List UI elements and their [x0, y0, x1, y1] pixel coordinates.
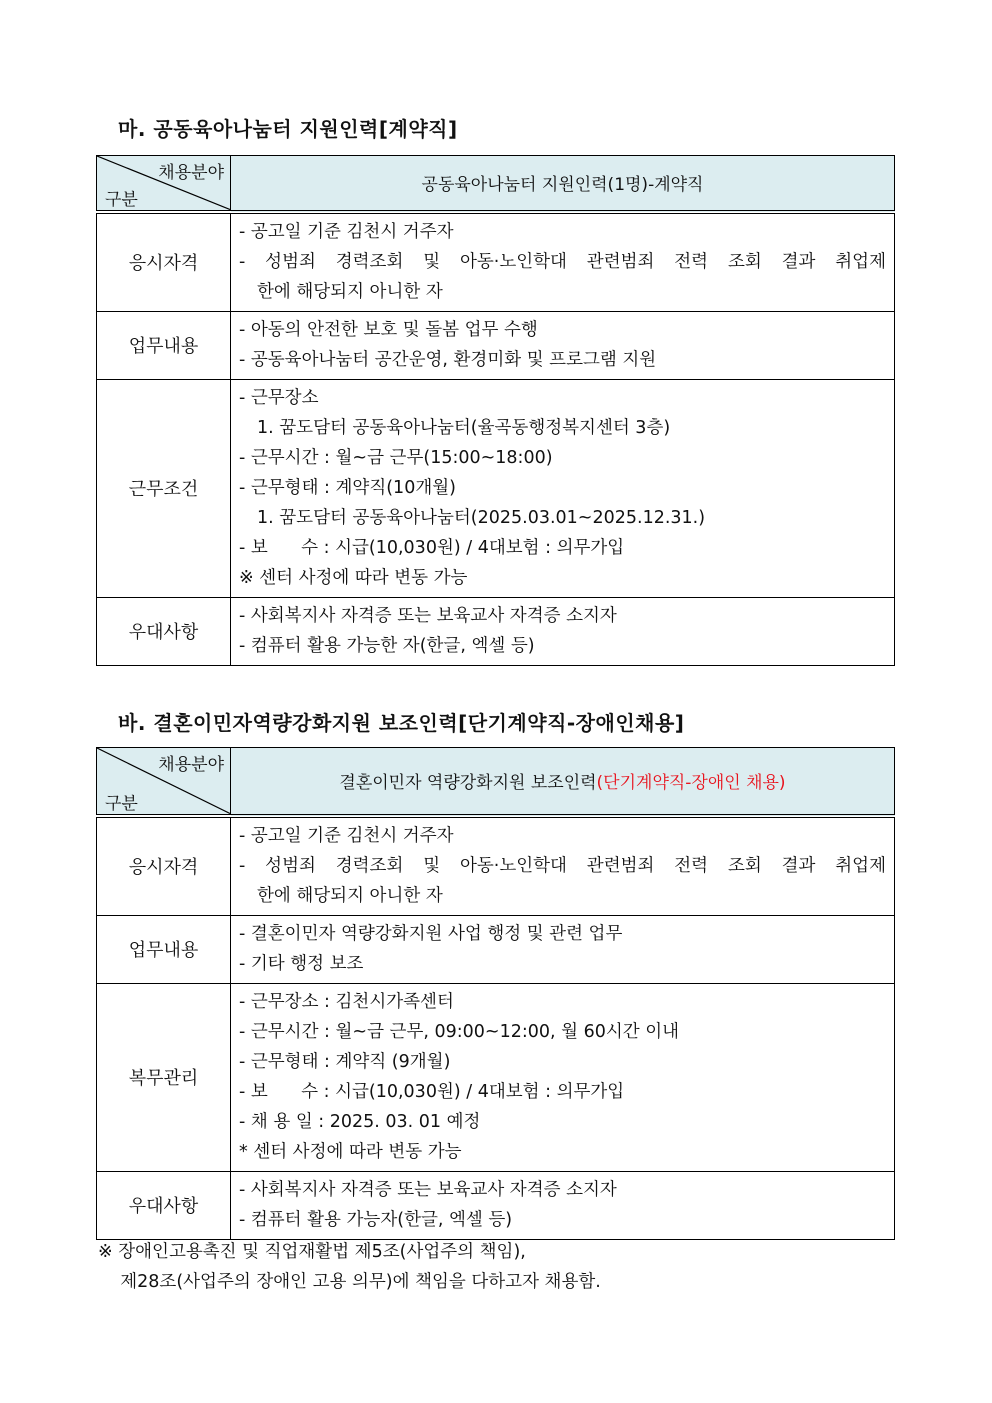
content-line: - 공고일 기준 김천시 거주자	[239, 221, 454, 242]
immigrant-job-table	[96, 747, 895, 1240]
table-row-preferences	[97, 1171, 895, 1239]
content-line: - 사회복지사 자격증 또는 보육교사 자격증 소지자	[239, 1179, 617, 1200]
row-label: 복무관리	[97, 983, 231, 1171]
section-title-marriage-immigrant: 바. 결혼이민자역량강화지원 보조인력[단기계약직-장애인채용]	[118, 711, 685, 735]
content-line: - 결혼이민자 역량강화지원 사업 행정 및 관련 업무	[239, 923, 623, 944]
row-label: 응시자격	[97, 816, 231, 916]
row-content	[231, 379, 895, 597]
content-line: - 근무시간 : 월~금 근무, 09:00~12:00, 월 60시간 이내	[239, 1021, 680, 1042]
content-line: - 근무형태 : 계약직 (9개월)	[239, 1051, 451, 1072]
position-title-red: (단기계약직-장애인 채용)	[596, 773, 786, 794]
table-header-row	[97, 156, 895, 212]
content-line: - 공동육아나눔터 공간운영, 환경미화 및 프로그램 지원	[239, 349, 657, 370]
content-line: - 성범죄 경력조회 및 아동·노인학대 관련범죄 전력 조회 결과 취업제	[239, 855, 886, 876]
footnote-line: ※ 장애인고용촉진 및 직업재활법 제5조(사업주의 책임),	[98, 1242, 526, 1262]
content-line: - 근무시간 : 월~금 근무(15:00~18:00)	[239, 447, 553, 468]
footnote-line: 제28조(사업주의 장애인 고용 의무)에 책임을 다하고자 채용함.	[98, 1272, 601, 1292]
corner-label-field: 채용분야	[158, 755, 224, 775]
table-row-qualification	[97, 816, 895, 916]
content-line: - 성범죄 경력조회 및 아동·노인학대 관련범죄 전력 조회 결과 취업제	[239, 251, 886, 272]
content-line: - 채 용 일 : 2025. 03. 01 예정	[239, 1111, 481, 1132]
corner-label-field: 채용분야	[158, 163, 224, 183]
header-corner-cell	[97, 156, 231, 212]
content-line: - 아동의 안전한 보호 및 돌봄 업무 수행	[239, 319, 538, 340]
corner-label-category: 구분	[105, 189, 138, 210]
row-content	[231, 816, 895, 916]
section-title-childcare: 마. 공동육아나눔터 지원인력[계약직]	[118, 117, 458, 141]
content-line: - 기타 행정 보조	[239, 953, 364, 974]
table-row-preferences	[97, 597, 895, 665]
childcare-job-table	[96, 155, 895, 666]
content-line: - 보 수 : 시급(10,030원) / 4대보험 : 의무가입	[239, 537, 625, 558]
content-line: - 근무장소	[239, 387, 319, 408]
row-label: 우대사항	[97, 597, 231, 665]
header-corner-cell	[97, 748, 231, 816]
content-line: - 근무장소 : 김천시가족센터	[239, 991, 454, 1012]
content-line: - 공고일 기준 김천시 거주자	[239, 825, 454, 846]
content-line: - 컴퓨터 활용 가능한 자(한글, 엑셀 등)	[239, 635, 535, 656]
row-label: 근무조건	[97, 379, 231, 597]
row-content	[231, 597, 895, 665]
content-line: - 컴퓨터 활용 가능자(한글, 엑셀 등)	[239, 1209, 513, 1230]
content-line: - 보 수 : 시급(10,030원) / 4대보험 : 의무가입	[239, 1081, 625, 1102]
table-row-qualification	[97, 212, 895, 312]
content-line: 1. 꿈도담터 공동육아나눔터(2025.03.01~2025.12.31.)	[257, 507, 706, 528]
content-line: ※ 센터 사정에 따라 변동 가능	[239, 567, 468, 588]
table-row-duties	[97, 915, 895, 983]
row-label: 업무내용	[97, 311, 231, 379]
content-line: 한에 해당되지 아니한 자	[257, 885, 443, 906]
row-label: 응시자격	[97, 212, 231, 312]
corner-label-category: 구분	[105, 793, 138, 814]
row-content	[231, 915, 895, 983]
content-line: * 센터 사정에 따라 변동 가능	[239, 1141, 462, 1162]
row-content	[231, 1171, 895, 1239]
row-label: 업무내용	[97, 915, 231, 983]
position-title: 공동육아나눔터 지원인력(1명)-계약직	[231, 156, 895, 212]
content-line: - 사회복지사 자격증 또는 보육교사 자격증 소지자	[239, 605, 617, 626]
content-line: 1. 꿈도담터 공동육아나눔터(율곡동행정복지센터 3층)	[257, 417, 671, 438]
row-label: 우대사항	[97, 1171, 231, 1239]
table-row-service	[97, 983, 895, 1171]
row-content	[231, 311, 895, 379]
row-content	[231, 212, 895, 312]
table-header-row	[97, 748, 895, 816]
position-title: 결혼이민자 역량강화지원 보조인력(단기계약직-장애인 채용)	[231, 748, 895, 816]
table-row-duties	[97, 311, 895, 379]
content-line: - 근무형태 : 계약직(10개월)	[239, 477, 456, 498]
footnote	[98, 1237, 601, 1297]
content-line: 한에 해당되지 아니한 자	[257, 281, 443, 302]
table-row-conditions	[97, 379, 895, 597]
row-content	[231, 983, 895, 1171]
